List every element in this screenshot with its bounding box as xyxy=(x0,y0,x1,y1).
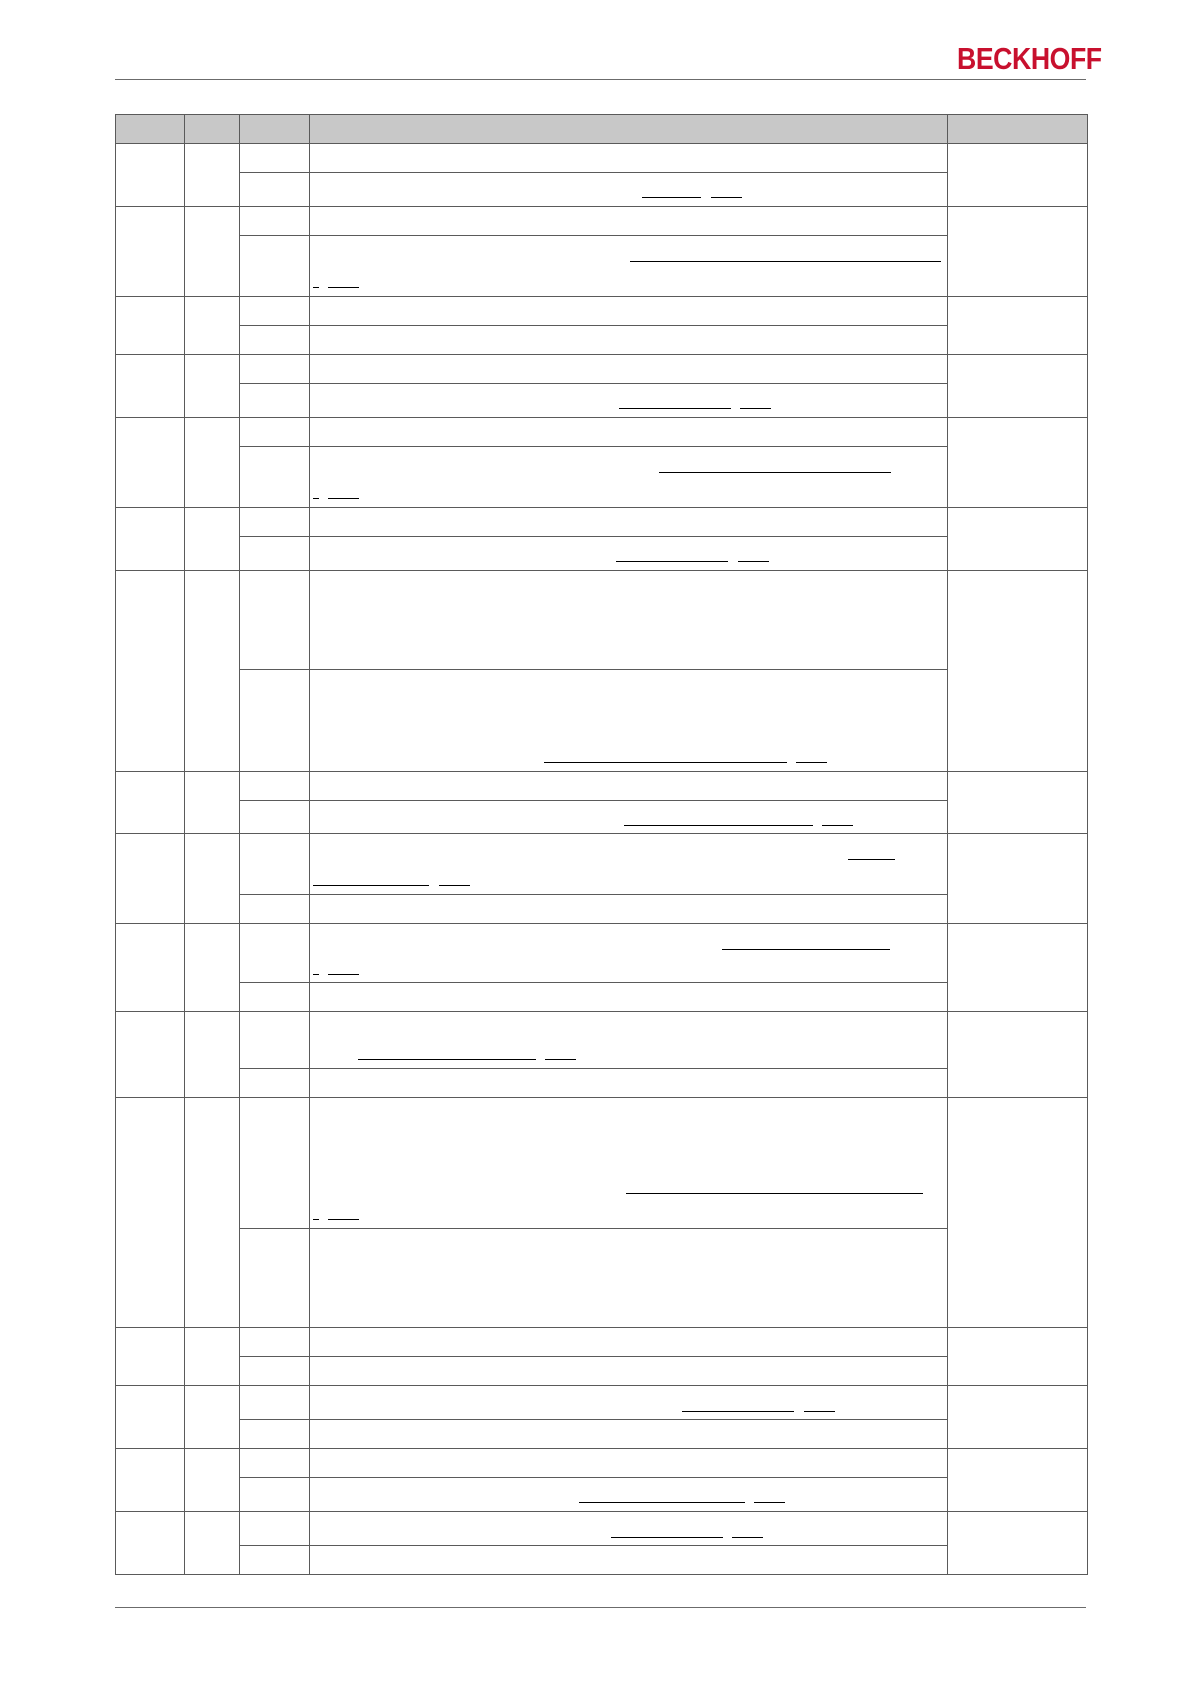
table-cell xyxy=(310,236,948,297)
table-cell xyxy=(948,1512,1088,1575)
table-cell xyxy=(185,1449,240,1512)
table-row xyxy=(116,297,1088,326)
link-underline xyxy=(754,1502,785,1503)
table-cell xyxy=(310,207,948,236)
table-cell xyxy=(948,834,1088,924)
table-cell xyxy=(240,418,310,447)
table-row xyxy=(116,1386,1088,1420)
table-row xyxy=(116,1098,1088,1229)
table-cell xyxy=(310,1386,948,1420)
table-cell xyxy=(310,772,948,801)
beckhoff-logo: BECKHOFF xyxy=(957,41,1102,76)
table-cell xyxy=(116,571,185,772)
table-cell xyxy=(240,297,310,326)
link-underline xyxy=(313,974,319,975)
link-underline xyxy=(659,472,891,473)
table-cell xyxy=(310,571,948,670)
table-cell xyxy=(948,207,1088,297)
table-cell xyxy=(240,670,310,772)
table-cell xyxy=(310,1449,948,1478)
link-underline xyxy=(624,825,813,826)
link-underline xyxy=(682,1411,794,1412)
table-cell xyxy=(310,1420,948,1449)
link-underline xyxy=(796,762,827,763)
table-cell xyxy=(948,355,1088,418)
table-row xyxy=(116,207,1088,236)
link-underline xyxy=(804,1411,835,1412)
column-header-2 xyxy=(185,115,240,144)
table-cell xyxy=(240,1069,310,1098)
table-cell xyxy=(240,207,310,236)
table-cell xyxy=(310,834,948,895)
table-cell xyxy=(116,418,185,508)
link-underline xyxy=(848,859,895,860)
table-cell xyxy=(310,801,948,834)
table-cell xyxy=(310,508,948,537)
column-header-3 xyxy=(240,115,310,144)
table-cell xyxy=(240,1357,310,1386)
column-header-1 xyxy=(116,115,185,144)
table-row xyxy=(116,571,1088,670)
link-underline xyxy=(313,287,319,288)
table-row xyxy=(116,834,1088,895)
link-underline xyxy=(619,408,731,409)
table-cell xyxy=(310,983,948,1012)
table-cell xyxy=(185,1012,240,1098)
table-row xyxy=(116,1069,1088,1098)
table-cell xyxy=(948,924,1088,1012)
table-cell xyxy=(185,207,240,297)
table-cell xyxy=(240,447,310,508)
table-cell xyxy=(240,1478,310,1512)
table-row xyxy=(116,355,1088,384)
table-cell xyxy=(185,418,240,508)
link-underline xyxy=(328,974,359,975)
table-row xyxy=(116,1449,1088,1478)
table-row xyxy=(116,895,1088,924)
table-cell xyxy=(310,173,948,207)
table-cell xyxy=(240,1546,310,1575)
table-row xyxy=(116,537,1088,571)
table-row xyxy=(116,924,1088,983)
table-row xyxy=(116,1420,1088,1449)
table-cell xyxy=(310,1229,948,1328)
table-row xyxy=(116,1328,1088,1357)
table-cell xyxy=(310,297,948,326)
table-cell xyxy=(310,895,948,924)
table-row xyxy=(116,326,1088,355)
table-cell xyxy=(240,1420,310,1449)
link-underline xyxy=(313,885,429,886)
table-cell xyxy=(116,207,185,297)
table-cell xyxy=(240,983,310,1012)
table-cell xyxy=(116,144,185,207)
table-cell xyxy=(240,236,310,297)
table-cell xyxy=(240,355,310,384)
table-cell xyxy=(310,1512,948,1546)
table-cell xyxy=(185,772,240,834)
table-row xyxy=(116,1229,1088,1328)
table-cell xyxy=(240,508,310,537)
table-cell xyxy=(185,1098,240,1328)
table-row xyxy=(116,1357,1088,1386)
table-cell xyxy=(116,924,185,1012)
table-cell xyxy=(116,1386,185,1449)
link-underline xyxy=(822,825,853,826)
table-cell xyxy=(185,508,240,571)
table-cell xyxy=(240,895,310,924)
table-cell xyxy=(948,297,1088,355)
table-row xyxy=(116,236,1088,297)
link-underline xyxy=(630,261,941,262)
table-cell xyxy=(240,144,310,173)
link-underline xyxy=(328,1219,359,1220)
table-cell xyxy=(310,924,948,983)
table-cell xyxy=(948,1012,1088,1098)
table-cell xyxy=(185,355,240,418)
table-cell xyxy=(185,834,240,924)
table-cell xyxy=(116,834,185,924)
table-cell xyxy=(185,1328,240,1386)
link-underline xyxy=(328,498,359,499)
table-cell xyxy=(310,326,948,355)
table-row xyxy=(116,144,1088,173)
table-cell xyxy=(948,1328,1088,1386)
link-underline xyxy=(732,1537,763,1538)
table-cell xyxy=(310,1098,948,1229)
table-row xyxy=(116,418,1088,447)
table-cell xyxy=(240,173,310,207)
table-cell xyxy=(185,1386,240,1449)
table-cell xyxy=(116,1012,185,1098)
table-cell xyxy=(948,1098,1088,1328)
table-row xyxy=(116,983,1088,1012)
table-row xyxy=(116,508,1088,537)
link-underline xyxy=(722,949,890,950)
table-row xyxy=(116,1546,1088,1575)
link-underline xyxy=(642,197,701,198)
table-cell xyxy=(240,1098,310,1229)
link-underline xyxy=(738,561,769,562)
table-row xyxy=(116,173,1088,207)
table-cell xyxy=(948,571,1088,772)
table-cell xyxy=(310,355,948,384)
table-cell xyxy=(310,384,948,418)
table-cell xyxy=(310,144,948,173)
table-cell xyxy=(116,1098,185,1328)
table-cell xyxy=(310,447,948,508)
table-row xyxy=(116,1478,1088,1512)
table-cell xyxy=(240,537,310,571)
table-cell xyxy=(240,571,310,670)
table-cell xyxy=(185,144,240,207)
table-cell xyxy=(185,297,240,355)
link-underline xyxy=(711,197,742,198)
table-cell xyxy=(948,418,1088,508)
column-header-5 xyxy=(948,115,1088,144)
table-cell xyxy=(240,1386,310,1420)
table-cell xyxy=(240,1512,310,1546)
table-cell xyxy=(948,508,1088,571)
table-cell xyxy=(116,297,185,355)
link-underline xyxy=(328,287,359,288)
table-cell xyxy=(116,508,185,571)
link-underline xyxy=(313,498,319,499)
header-divider xyxy=(115,79,1086,80)
table-cell xyxy=(240,384,310,418)
table-cell xyxy=(948,772,1088,834)
table-cell xyxy=(310,1478,948,1512)
table-cell xyxy=(116,1449,185,1512)
table-cell xyxy=(240,834,310,895)
table-cell xyxy=(185,924,240,1012)
link-underline xyxy=(579,1502,745,1503)
table-cell xyxy=(240,801,310,834)
table-cell xyxy=(116,772,185,834)
table-cell xyxy=(116,355,185,418)
table-cell xyxy=(240,924,310,983)
footer-divider xyxy=(115,1607,1086,1608)
table-row xyxy=(116,384,1088,418)
table-cell xyxy=(185,571,240,772)
link-underline xyxy=(740,408,771,409)
table-cell xyxy=(310,537,948,571)
table-header-row xyxy=(116,115,1088,144)
table-cell xyxy=(116,1328,185,1386)
table-cell xyxy=(310,670,948,772)
table-cell xyxy=(948,1449,1088,1512)
parameter-table xyxy=(115,114,1088,1575)
table-cell xyxy=(240,326,310,355)
table-cell xyxy=(948,1386,1088,1449)
link-underline xyxy=(358,1059,536,1060)
link-underline xyxy=(545,1059,576,1060)
link-underline xyxy=(611,1537,723,1538)
table-cell xyxy=(310,1069,948,1098)
table-cell xyxy=(240,1012,310,1069)
table-cell xyxy=(310,418,948,447)
table-cell xyxy=(310,1357,948,1386)
table-row xyxy=(116,670,1088,772)
table-cell xyxy=(240,1449,310,1478)
table-cell xyxy=(310,1328,948,1357)
link-underline xyxy=(616,561,728,562)
table-row xyxy=(116,447,1088,508)
table-cell xyxy=(240,1229,310,1328)
table-cell xyxy=(310,1012,948,1069)
link-underline xyxy=(439,885,470,886)
table-cell xyxy=(310,1546,948,1575)
table-cell xyxy=(185,1512,240,1575)
link-underline xyxy=(626,1193,923,1194)
table-row xyxy=(116,772,1088,801)
table-row xyxy=(116,801,1088,834)
table-cell xyxy=(116,1512,185,1575)
table-cell xyxy=(240,1328,310,1357)
table-row xyxy=(116,1012,1088,1069)
link-underline xyxy=(544,762,787,763)
table-cell xyxy=(948,144,1088,207)
link-underline xyxy=(313,1219,319,1220)
table-cell xyxy=(240,772,310,801)
column-header-4 xyxy=(310,115,948,144)
table-row xyxy=(116,1512,1088,1546)
